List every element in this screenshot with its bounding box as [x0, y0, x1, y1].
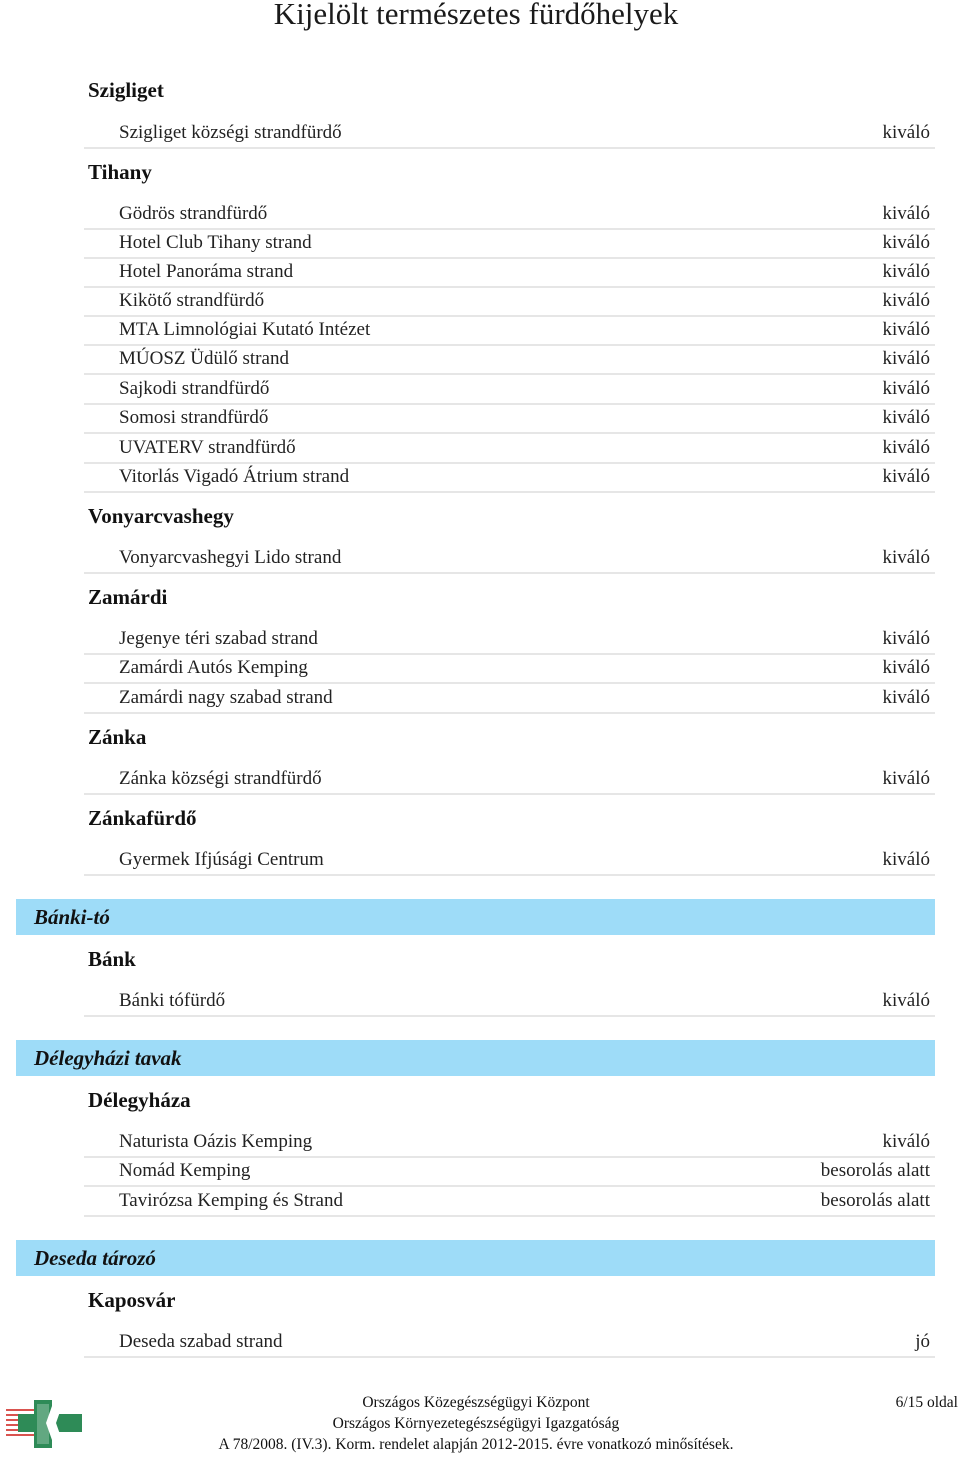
beach-rating: kiváló	[882, 348, 930, 369]
beach-name: MTA Limnológiai Kutató Intézet	[119, 319, 371, 340]
list-item	[84, 1329, 935, 1358]
town-heading: Vonyarcvashegy	[88, 504, 234, 528]
footer-note: A 78/2008. (IV.3). Korm. rendelet alapján 2012-2015. évre vonatkozó minősítések.	[218, 1436, 734, 1453]
list-item	[84, 847, 935, 876]
list-item	[84, 230, 935, 259]
beach-rating: kiváló	[882, 849, 930, 870]
beach-name: Jegenye téri szabad strand	[119, 628, 318, 649]
beach-rating: kiváló	[882, 378, 930, 399]
list-item	[84, 201, 935, 230]
list-item	[84, 464, 935, 493]
lake-heading: Délegyházi tavak	[16, 1040, 935, 1076]
beach-name: Nomád Kemping	[119, 1160, 251, 1181]
beach-name: Deseda szabad strand	[119, 1331, 283, 1352]
list-item	[84, 685, 935, 714]
beach-name: Zamárdi nagy szabad strand	[119, 687, 333, 708]
beach-name: Gödrös strandfürdő	[119, 203, 268, 224]
beach-name: Vonyarcvashegyi Lido strand	[119, 547, 342, 568]
beach-name: Somosi strandfürdő	[119, 407, 269, 428]
beach-rating: kiváló	[882, 628, 930, 649]
beach-rating: kiváló	[882, 657, 930, 678]
lake-heading: Bánki-tó	[16, 899, 935, 935]
beach-name: Vitorlás Vigadó Átrium strand	[119, 466, 350, 487]
town-heading: Szigliget	[88, 78, 164, 102]
town-heading: Tihany	[88, 160, 152, 184]
list-item	[84, 545, 935, 574]
beach-name: Hotel Panoráma strand	[119, 261, 294, 282]
beach-name: Szigliget községi strandfürdő	[119, 122, 342, 143]
beach-rating: kiváló	[882, 1131, 930, 1152]
beach-name: Tavirózsa Kemping és Strand	[119, 1190, 343, 1211]
list-item	[84, 1129, 935, 1158]
list-item	[84, 259, 935, 288]
beach-rating: kiváló	[882, 407, 930, 428]
page-number: 6/15 oldal	[895, 1394, 958, 1411]
beach-name: Sajkodi strandfürdő	[119, 378, 270, 399]
town-heading: Zánkafürdő	[88, 806, 197, 830]
beach-rating: kiváló	[882, 261, 930, 282]
town-heading: Délegyháza	[88, 1088, 191, 1112]
beach-rating: kiváló	[882, 466, 930, 487]
beach-rating: jó	[915, 1331, 930, 1352]
beach-rating: kiváló	[882, 290, 930, 311]
town-heading: Zamárdi	[88, 585, 168, 609]
town-heading: Kaposvár	[88, 1288, 176, 1312]
list-item	[84, 1188, 935, 1217]
beach-rating: kiváló	[882, 768, 930, 789]
beach-rating: kiváló	[882, 437, 930, 458]
beach-name: Zánka községi strandfürdő	[119, 768, 322, 789]
list-item	[84, 988, 935, 1017]
list-item	[84, 376, 935, 405]
list-item	[84, 120, 935, 149]
page-title: Kijelölt természetes fürdőhelyek	[273, 0, 679, 31]
beach-name: Naturista Oázis Kemping	[119, 1131, 313, 1152]
beach-name: Hotel Club Tihany strand	[119, 232, 312, 253]
beach-rating: kiváló	[882, 319, 930, 340]
town-heading: Zánka	[88, 725, 147, 749]
list-item	[84, 766, 935, 795]
footer-directorate: Országos Környezetegészségügyi Igazgatóság	[332, 1415, 620, 1432]
lake-heading: Deseda tározó	[16, 1240, 935, 1276]
beach-name: MÚOSZ Üdülő strand	[119, 348, 289, 369]
beach-rating: kiváló	[882, 203, 930, 224]
town-heading: Bánk	[88, 947, 136, 971]
beach-name: UVATERV strandfürdő	[119, 437, 296, 458]
list-item	[84, 435, 935, 464]
list-item	[84, 1158, 935, 1187]
list-item	[84, 655, 935, 684]
beach-rating: kiváló	[882, 547, 930, 568]
beach-name: Gyermek Ifjúsági Centrum	[119, 849, 324, 870]
list-item	[84, 626, 935, 655]
footer-organization: Országos Közegészségügyi Központ	[362, 1394, 590, 1411]
beach-rating: kiváló	[882, 687, 930, 708]
beach-rating: kiváló	[882, 122, 930, 143]
list-item	[84, 346, 935, 375]
beach-name: Zamárdi Autós Kemping	[119, 657, 308, 678]
beach-rating: besorolás alatt	[820, 1190, 930, 1211]
beach-rating: besorolás alatt	[820, 1160, 930, 1181]
list-item	[84, 405, 935, 434]
beach-rating: kiváló	[882, 990, 930, 1011]
list-item	[84, 288, 935, 317]
list-item	[84, 317, 935, 346]
beach-name: Bánki tófürdő	[119, 990, 226, 1011]
beach-name: Kikötő strandfürdő	[119, 290, 265, 311]
beach-rating: kiváló	[882, 232, 930, 253]
